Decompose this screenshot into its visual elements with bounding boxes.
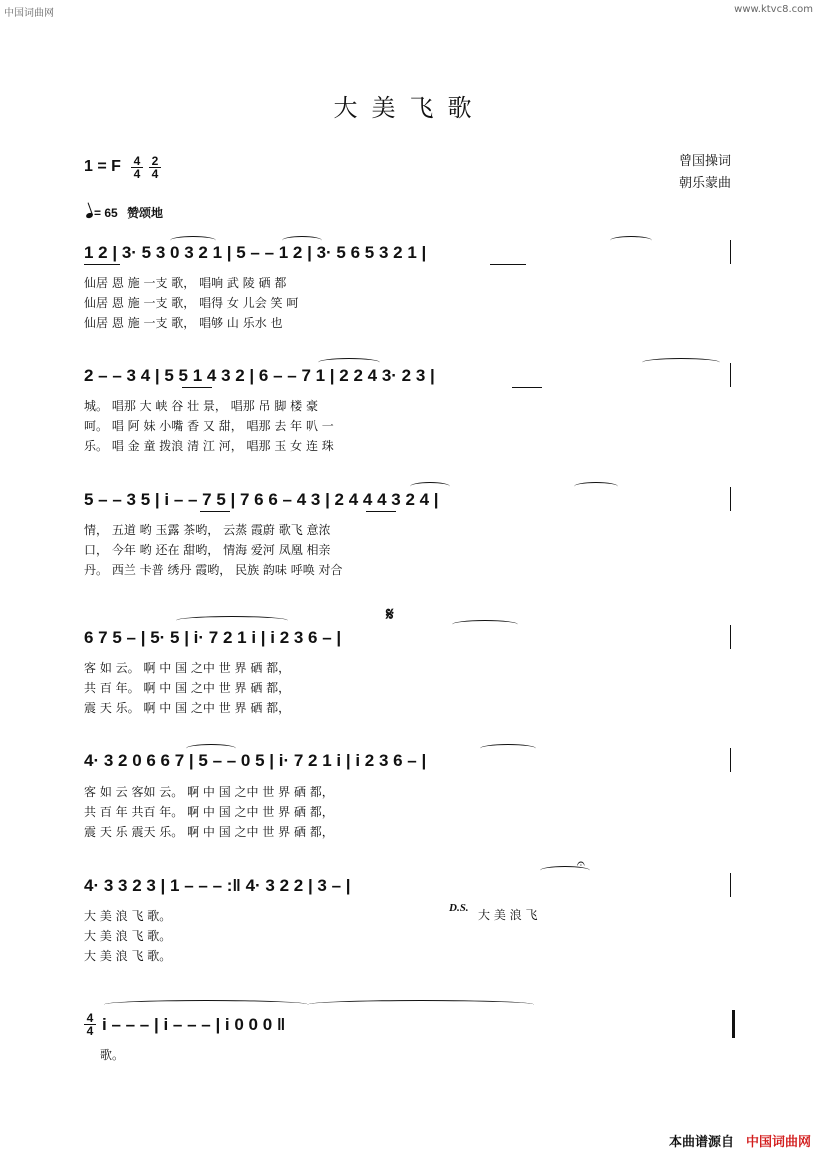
key-signature: 1 = F [84,158,121,175]
time-final-bottom: 4 [86,1024,94,1038]
barline [730,873,731,897]
score-row-6-music: 4· 3 3 2 3 | 1 – – – :‖ 4· 3 2 2 | 3 – | [84,876,351,895]
time-final-top: 4 [84,1012,96,1025]
beam-line [182,387,212,388]
lyric-line: 城。 唱那 大 峡 谷 壮 景， 唱那 吊 脚 楼 豪 [84,399,318,413]
barline [730,487,731,511]
lyric-line: 大 美 浪 飞 歌。 [84,929,172,943]
composer: 朝乐蒙曲 [678,176,731,191]
time-a-bottom: 4 [133,167,141,181]
ds-marking: D.S. [449,902,469,914]
beam-line [512,387,542,388]
slur [104,1000,308,1009]
footer-source-text: 本曲谱源自 [668,1135,734,1150]
score-row-7-lyrics: 歌。 [100,1048,125,1062]
time-signature-a [131,155,143,180]
beam-line [366,511,396,512]
final-barline [732,1010,735,1038]
quarter-note-icon [85,212,93,219]
score-row-7-music: i – – – | i – – – | i 0 0 0 ‖ [102,1015,286,1034]
lyric-line: 情， 五道 哟 玉露 茶哟， 云蒸 霞蔚 歌飞 意浓 [84,523,331,537]
lyric-line: 呵。 唱 阿 妹 小嘴 香 又 甜， 唱那 去 年 叭 一 [84,419,334,433]
lyric-line: 客 如 云。 啊 中 国 之中 世 界 硒 都， [84,661,291,675]
score-row-2-lyrics [84,396,334,456]
lyric-line: 震 天 乐。 啊 中 国 之中 世 界 硒 都， [84,701,291,715]
slur [186,744,236,753]
score-row-1-lyrics [84,273,298,333]
lyric-line: 乐。 唱 金 童 拨浪 清 江 河， 唱那 玉 女 连 珠 [84,439,334,453]
time-a-top: 4 [131,155,143,168]
time-signature-final [84,1012,96,1037]
score-row-4-lyrics [84,658,290,718]
segno-sign: 𝄋 [386,604,394,625]
lyric-line: 共 百 年 共百 年。 啊 中 国 之中 世 界 硒 都， [84,805,334,819]
fermata-icon: 𝄐 [577,856,585,872]
beam-line [200,511,230,512]
tempo-marking [86,204,163,221]
score-row-1-music: 1 2 | 3· 5 3 0 3 2 1 | 5 – – 1 2 | 3· 5 6 5 3 2 1 | [84,243,427,262]
score-row-5-lyrics [84,782,334,842]
credits [679,151,731,195]
footer-brand[interactable]: 中国词曲网 [745,1135,811,1150]
score-row-4-music: 6 7 5 – | 5· 5 | i· 7 2 1 i | i 2 3 6 – | [84,628,342,647]
lyric-line: 仙居 恩 施 一支 歌， 唱响 武 陵 硒 都 [84,276,287,290]
expression-text: 赞颂地 [127,206,164,220]
site-watermark-right: www.ktvc8.com [734,4,813,15]
slur [480,744,536,753]
beam-line [490,264,526,265]
beam-line [84,264,120,265]
score-row-2-music: 2 – – 3 4 | 5 5 1 4 3 2 | 6 – – 7 1 | 2 2 4 3· 2 3 | [84,366,435,385]
barline [730,363,731,387]
score-row-6-lyrics-right: 大 美 浪 飞 [478,908,538,922]
lyric-line: 共 百 年。 啊 中 国 之中 世 界 硒 都， [84,681,291,695]
barline [730,748,731,772]
lyric-line: 震 天 乐 震天 乐。 啊 中 国 之中 世 界 硒 都， [84,825,334,839]
slur [452,620,518,629]
lyric-line: 仙居 恩 施 一支 歌， 唱得 女 儿会 笑 呵 [84,296,299,310]
slur [318,358,380,367]
slur [308,1000,534,1009]
barline [730,240,731,264]
lyric-line: 口， 今年 哟 还在 甜哟， 情海 爱河 凤凰 相亲 [84,543,331,557]
time-signature-b [149,155,161,180]
site-watermark-left: 中国词曲网 [4,8,54,19]
slur [610,236,652,245]
song-title: 大美飞歌 [333,94,486,122]
tempo-value: = 65 [94,206,118,220]
slur [176,616,288,625]
lyric-line: 大 美 浪 飞 歌。 [84,949,172,963]
lyric-line: 客 如 云 客如 云。 啊 中 国 之中 世 界 硒 都， [84,785,334,799]
time-b-top: 2 [149,155,161,168]
lyric-line: 仙居 恩 施 一支 歌， 唱够 山 乐水 也 [84,316,283,330]
score-row-3-music: 5 – – 3 5 | i – – 7 5 | 7 6 6 – 4 3 | 2 4 4 4 3 2 4 | [84,490,439,509]
slur [170,236,216,245]
barline [730,625,731,649]
slur [410,482,450,491]
lyricist: 曾国操词 [678,154,731,169]
slur [282,236,322,245]
footer-source [669,1131,811,1150]
score-row-5-music: 4· 3 2 0 6 6 7 | 5 – – 0 5 | i· 7 2 1 i | i 2 3 6 – | [84,751,427,770]
time-b-bottom: 4 [151,167,159,181]
score-row-6-lyrics [84,906,171,966]
lyric-line: 丹。 西兰 卡普 绣丹 霞哟， 民族 韵味 呼唤 对合 [84,563,343,577]
slur [574,482,618,491]
slur [642,358,720,367]
lyric-line: 大 美 浪 飞 歌。 [84,909,172,923]
score-row-3-lyrics [84,520,343,580]
